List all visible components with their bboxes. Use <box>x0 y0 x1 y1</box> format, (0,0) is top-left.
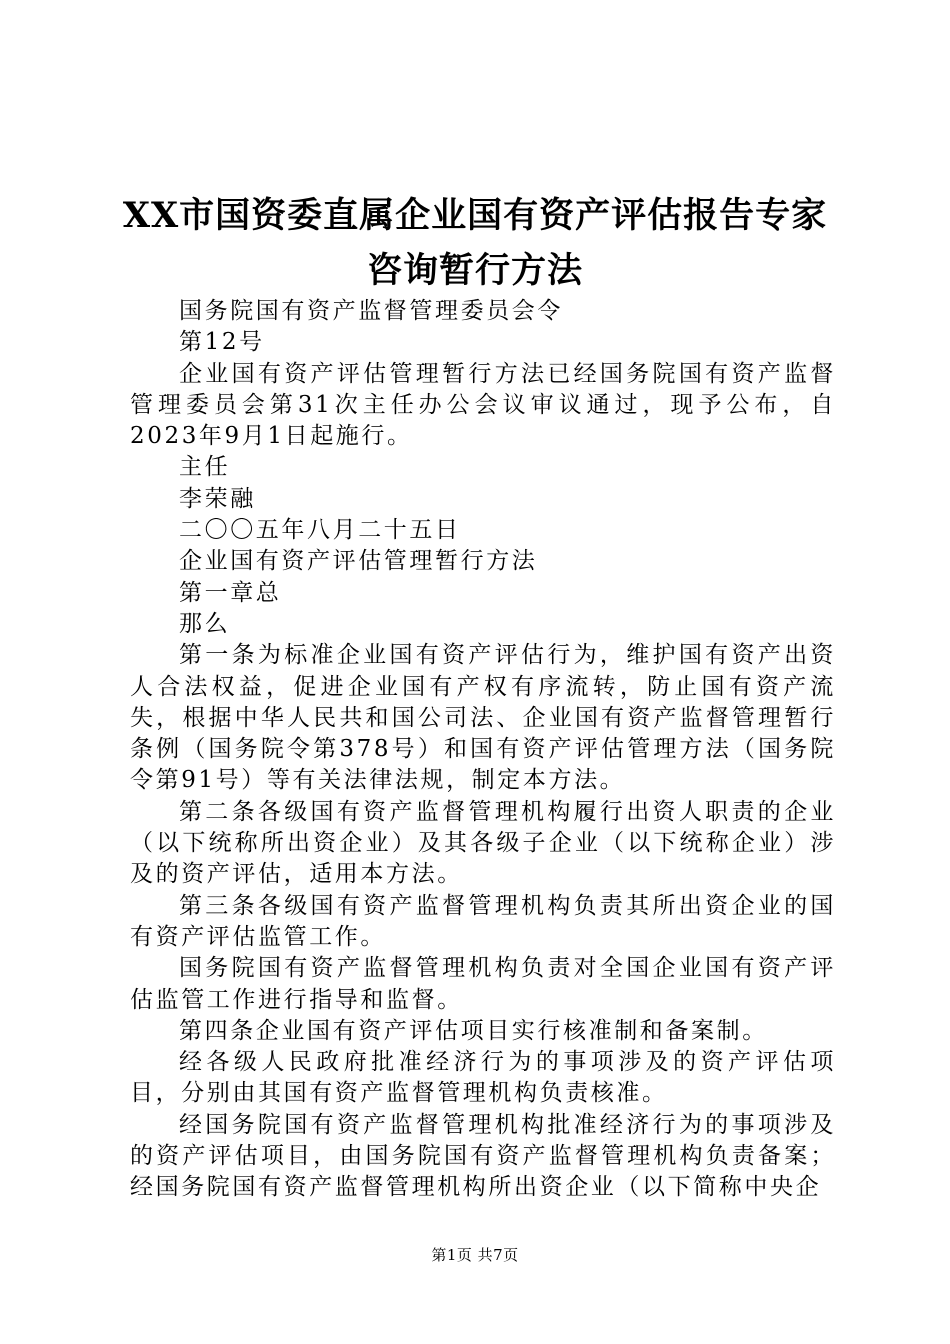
page-footer: 第1页 共7页 <box>431 1246 519 1264</box>
paragraph-chapter-heading: 第一章总 <box>179 579 282 606</box>
document-body <box>130 296 836 1204</box>
document-title-line-2: 咨询暂行方法 <box>366 250 583 291</box>
paragraph-order-number: 第12号 <box>179 329 265 356</box>
paragraph-article-3: 第三条各级国有资产监督管理机构负责其所出资企业的国有资产评估监管工作。 <box>130 892 836 950</box>
paragraph-date: 二〇〇五年八月二十五日 <box>179 517 461 544</box>
paragraph-article-3-cont: 国务院国有资产监督管理机构负责对全国企业国有资产评估监管工作进行指导和监督。 <box>130 955 836 1013</box>
paragraph-article-4-approval: 经各级人民政府批准经济行为的事项涉及的资产评估项目，分别由其国有资产监督管理机构负责核准。 <box>130 1049 836 1107</box>
paragraph-article-1: 第一条为标准企业国有资产评估行为，维护国有资产出资人合法权益，促进企业国有产权有序流转，防止国有资产流失，根据中华人民共和国公司法、企业国有资产监督管理暂行条例（国务院令第378号）和国有资产评估管理方法（国务院令第91号）等有关法律法规，制定本方法。 <box>130 642 836 794</box>
paragraph-signer-title: 主任 <box>179 454 231 481</box>
document-title-line-1: XX市国资委直属企业国有资产评估报告专家 <box>122 195 828 236</box>
paragraph-announcement: 企业国有资产评估管理暂行方法已经国务院国有资产监督管理委员会第31次主任办公会议审议通过，现予公布，自2023年9月1日起施行。 <box>130 360 836 450</box>
paragraph-chapter-heading-cont: 那么 <box>179 610 231 637</box>
paragraph-article-2: 第二条各级国有资产监督管理机构履行出资人职责的企业（以下统称所出资企业）及其各级子企业（以下统称企业）涉及的资产评估，适用本方法。 <box>130 798 836 888</box>
paragraph-article-4: 第四条企业国有资产评估项目实行核准制和备案制。 <box>179 1017 768 1044</box>
paragraph-signer-name: 李荣融 <box>179 485 256 512</box>
paragraph-article-4-filing: 经国务院国有资产监督管理机构批准经济行为的事项涉及的资产评估项目，由国务院国有资产监督管理机构负责备案；经国务院国有资产监督管理机构所出资企业（以下简称中央企 <box>130 1111 836 1201</box>
paragraph-issuer: 国务院国有资产监督管理委员会令 <box>179 298 563 324</box>
paragraph-regulation-title: 企业国有资产评估管理暂行方法 <box>179 548 538 575</box>
